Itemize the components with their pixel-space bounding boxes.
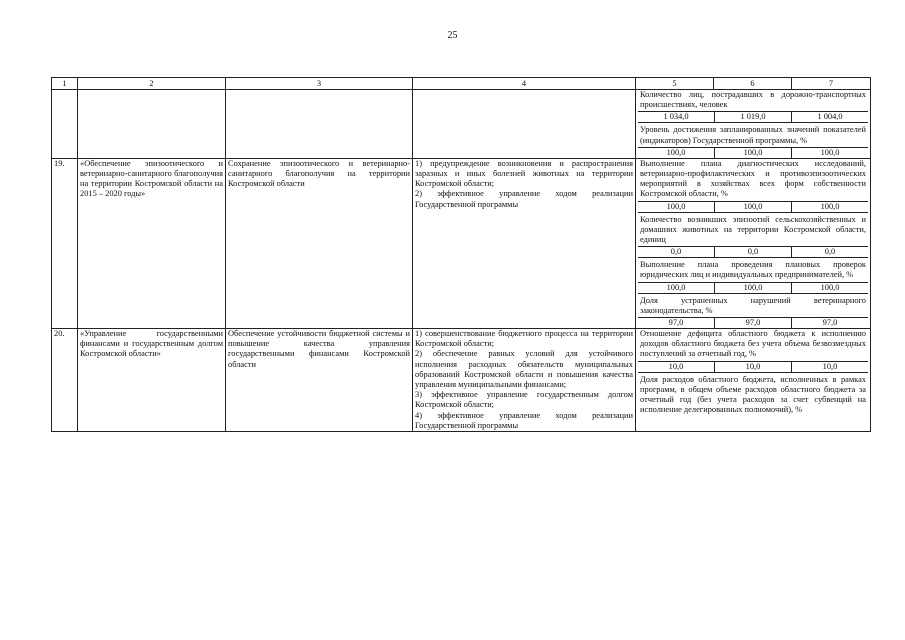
indicator-value: 100,0 [666, 201, 686, 211]
indicator-value: 100,0 [714, 202, 791, 212]
program-name: «Обеспечение эпизоотического и ветеринарно-санитарного благополучия на территории Костромской области на 2015 – 2020 годы» [78, 158, 226, 328]
indicator-value: 97,0 [668, 318, 684, 328]
header-cell: 2 [78, 78, 226, 90]
indicator-values [638, 201, 868, 213]
indicator-value: 10,0 [714, 362, 791, 372]
indicator-value: 100,0 [714, 148, 791, 158]
indicator-value: 0,0 [714, 247, 791, 257]
indicator-value: 100,0 [791, 283, 868, 293]
indicator-value: 100,0 [666, 282, 686, 292]
programs-table [51, 77, 871, 432]
indicator-name: Доля расходов областного бюджета, исполненных в рамках программ, в общем объеме расходов областного бюджета за отчетный год (без учета расходов за счет субвенций на исполнение делегированных полномочий), % [640, 374, 866, 415]
indicator-value: 0,0 [791, 247, 868, 257]
header-cell: 1 [52, 78, 78, 90]
indicator-values [638, 147, 868, 158]
indicator-name: Выполнение плана диагностических исследований, ветеринарно-профилактических и противоэпизоотических мероприятий в хозяйствах всех форм собственности Костромской области, % [640, 158, 866, 199]
page-number: 25 [447, 30, 458, 41]
indicator-value: 100,0 [791, 202, 868, 212]
indicator-name: Уровень достижения запланированных значений показателей (индикаторов) Государственной программы, % [640, 125, 866, 145]
row-number: 20. [52, 329, 78, 432]
indicator-value: 100,0 [666, 147, 686, 157]
table-row [52, 158, 871, 328]
table-row [52, 329, 871, 432]
indicator-value: 97,0 [791, 318, 868, 328]
indicator-values [638, 246, 868, 258]
header-cell: 5 [636, 78, 714, 90]
task-item: 2) эффективное управление ходом реализации Государственной программы [415, 189, 633, 209]
indicator-name: Выполнение плана проведения плановых проверок юридических лиц и индивидуальных предпринимателей, % [640, 260, 866, 280]
indicator-value: 10,0 [791, 362, 868, 372]
indicator-value: 100,0 [714, 283, 791, 293]
indicator-value: 0,0 [670, 247, 682, 257]
program-tasks [413, 90, 636, 159]
header-cell: 4 [413, 78, 636, 90]
program-goal: Обеспечение устойчивости бюджетной системы и повышение качества управления государственными финансами Костромской области [226, 329, 413, 432]
row-number: 19. [52, 158, 78, 328]
indicators-cell [636, 90, 871, 159]
task-item: 2) обеспечение равных условий для устойчивого исполнения расходных обязательств муниципальных образований Костромской области и повышения качества управления муниципальными финансами; [415, 349, 633, 390]
indicators-cell [636, 158, 871, 328]
indicator-name: Доля устраненных нарушений ветеринарного законодательства, % [640, 295, 866, 315]
indicator-values [638, 317, 868, 328]
header-cell: 3 [226, 78, 413, 90]
program-tasks [413, 158, 636, 328]
task-item: 1) совершенствование бюджетного процесса на территории Костромской области; [415, 329, 633, 349]
indicator-values [638, 111, 868, 123]
indicator-value: 97,0 [714, 318, 791, 328]
indicator-name: Отношение дефицита областного бюджета к исполнению доходов областного бюджета без учета объема безвозмездных поступлений за отчетный год, % [640, 329, 866, 359]
program-goal: Сохранение эпизоотического и ветеринарно-санитарного благополучия на территории Костромской области [226, 158, 413, 328]
program-name [78, 90, 226, 159]
program-goal [226, 90, 413, 159]
task-item: 1) предупреждение возникновения и распространения заразных и иных болезней животных на территории Костромской области; [415, 158, 633, 189]
table-row [52, 90, 871, 159]
indicator-value: 1 019,0 [714, 112, 791, 122]
indicator-value: 10,0 [668, 361, 684, 371]
task-item: 4) эффективное управление ходом реализации Государственной программы [415, 410, 633, 430]
indicator-value: 100,0 [791, 148, 868, 158]
indicator-values [638, 361, 868, 373]
indicators-cell [636, 329, 871, 432]
indicator-values [638, 282, 868, 294]
program-name: «Управление государственными финансами и государственным долгом Костромской области» [78, 329, 226, 432]
row-number [52, 90, 78, 159]
program-tasks [413, 329, 636, 432]
indicator-name: Количество возникших эпизоотий сельскохозяйственных и домашних животных на территории Костромской области, единиц [640, 214, 866, 245]
indicator-name: Количество лиц, пострадавших в дорожно-транспортных происшествиях, человек [640, 90, 866, 110]
header-row [52, 78, 871, 90]
indicator-value: 1 004,0 [791, 112, 868, 122]
header-cell: 7 [792, 78, 871, 90]
header-cell: 6 [714, 78, 792, 90]
task-item: 3) эффективное управление государственным долгом Костромской области; [415, 390, 633, 410]
indicator-value: 1 034,0 [663, 112, 689, 122]
